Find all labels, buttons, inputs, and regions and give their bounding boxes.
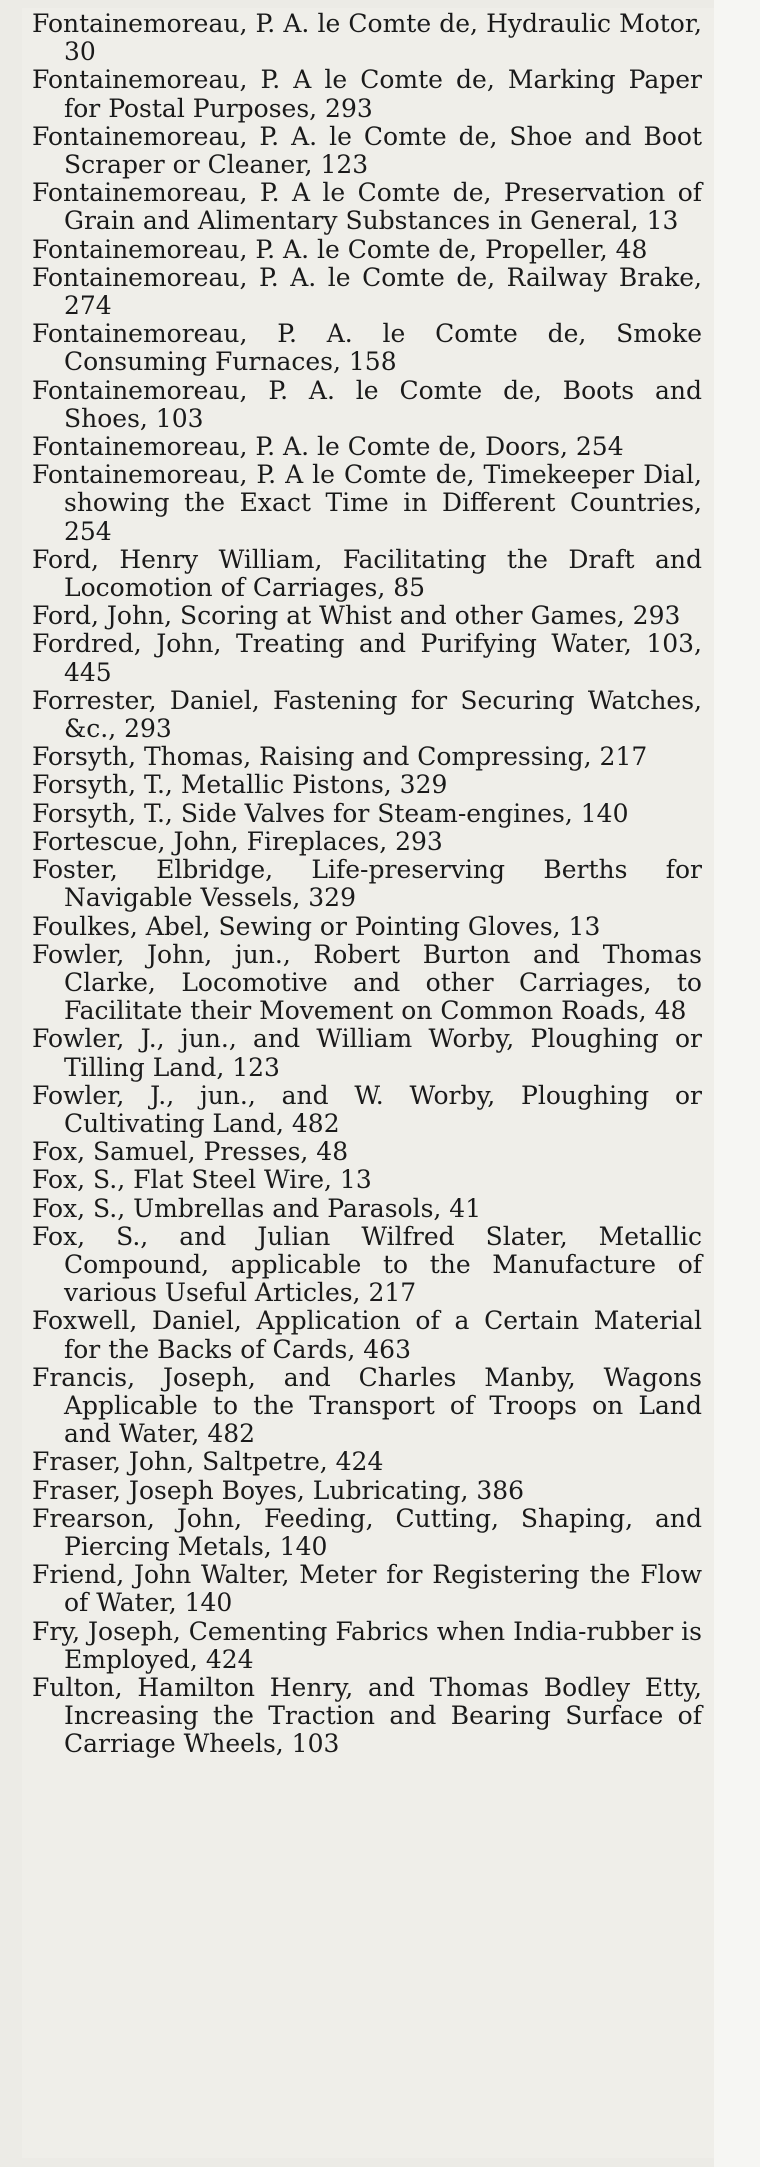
index-entry: Forsyth, T., Side Valves for Steam-engines, 140 [32, 798, 629, 828]
index-entry: Fulton, Hamilton Henry, and Thomas Bodley Etty, Increasing the Traction and Bearing Surface of Carriage Wheels, 103 [32, 1672, 702, 1759]
index-entry: Foulkes, Abel, Sewing or Pointing Gloves, 13 [32, 911, 601, 941]
index-entry: Fowler, J., jun., and William Worby, Ploughing or Tilling Land, 123 [32, 1024, 702, 1082]
index-entry: Fox, S., Flat Steel Wire, 13 [32, 1165, 372, 1195]
index-entry: Friend, John Walter, Meter for Registering the Flow of Water, 140 [32, 1560, 702, 1618]
index-entry: Fox, S., and Julian Wilfred Slater, Metallic Compound, applicable to the Manufacture of various Useful Articles, 217 [32, 1221, 702, 1308]
index-entry: Fontainemoreau, P. A. le Comte de, Doors, 254 [32, 432, 624, 462]
index-entry: Foster, Elbridge, Life-preserving Berths for Navigable Vessels, 329 [32, 855, 702, 913]
index-entry: Fowler, J., jun., and W. Worby, Ploughing or Cultivating Land, 482 [32, 1080, 702, 1138]
index-entry: Frearson, John, Feeding, Cutting, Shaping, and Piercing Metals, 140 [32, 1503, 702, 1561]
index-entry: Fraser, John, Saltpetre, 424 [32, 1447, 384, 1477]
index-entry: Ford, John, Scoring at Whist and other Games, 293 [32, 601, 681, 631]
index-entry: Fontainemoreau, P. A. le Comte de, Shoe and Boot Scraper or Cleaner, 123 [32, 121, 702, 180]
index-entry: Fontainemoreau, P. A le Comte de, Timekeeper Dial, showing the Exact Time in Different Countries, 254 [32, 460, 702, 546]
index-entry: Forsyth, Thomas, Raising and Compressing, 217 [32, 742, 648, 772]
index-entry: Fontainemoreau, P. A. le Comte de, Railway Brake, 274 [32, 262, 702, 321]
index-entry: Ford, Henry William, Facilitating the Draft and Locomotion of Carriages, 85 [32, 544, 702, 603]
index-entry: Forrester, Daniel, Fastening for Securing Watches, &c., 293 [32, 685, 702, 744]
index-entry: Fry, Joseph, Cementing Fabrics when India-rubber is Employed, 424 [32, 1616, 702, 1674]
index-entry: Fowler, John, jun., Robert Burton and Thomas Clarke, Locomotive and other Carriages, to Facilitate their Movement on Common Roads, 48 [32, 939, 702, 1026]
index-entry: Fontainemoreau, P. A le Comte de, Preservation of Grain and Alimentary Substances in General, 13 [32, 178, 702, 236]
index-entry: Fox, S., Umbrellas and Parasols, 41 [32, 1193, 482, 1223]
index-entry: Fox, Samuel, Presses, 48 [32, 1137, 349, 1167]
patent-index-list [32, 10, 702, 1759]
index-entry: Fontainemoreau, P. A. le Comte de, Boots and Shoes, 103 [32, 375, 702, 433]
index-entry: Forsyth, T., Metallic Pistons, 329 [32, 770, 448, 800]
index-entry: Fortescue, John, Fireplaces, 293 [32, 826, 443, 856]
index-entry: Francis, Joseph, and Charles Manby, Wagons Applicable to the Transport of Troops on Land and Water, 482 [32, 1362, 702, 1449]
index-entry: Fraser, Joseph Boyes, Lubricating, 386 [32, 1475, 525, 1505]
index-entry: Foxwell, Daniel, Application of a Certain Material for the Backs of Cards, 463 [32, 1306, 702, 1364]
index-entry: Fontainemoreau, P. A. le Comte de, Hydraulic Motor, 30 [32, 9, 702, 67]
index-entry: Fontainemoreau, P. A. le Comte de, Propeller, 48 [32, 234, 648, 264]
index-entry: Fordred, John, Treating and Purifying Water, 103, 445 [32, 629, 702, 687]
page-margin [714, 0, 760, 2167]
index-entry: Fontainemoreau, P. A. le Comte de, Smoke Consuming Furnaces, 158 [32, 319, 702, 377]
index-entry: Fontainemoreau, P. A le Comte de, Marking Paper for Postal Purposes, 293 [32, 65, 702, 123]
